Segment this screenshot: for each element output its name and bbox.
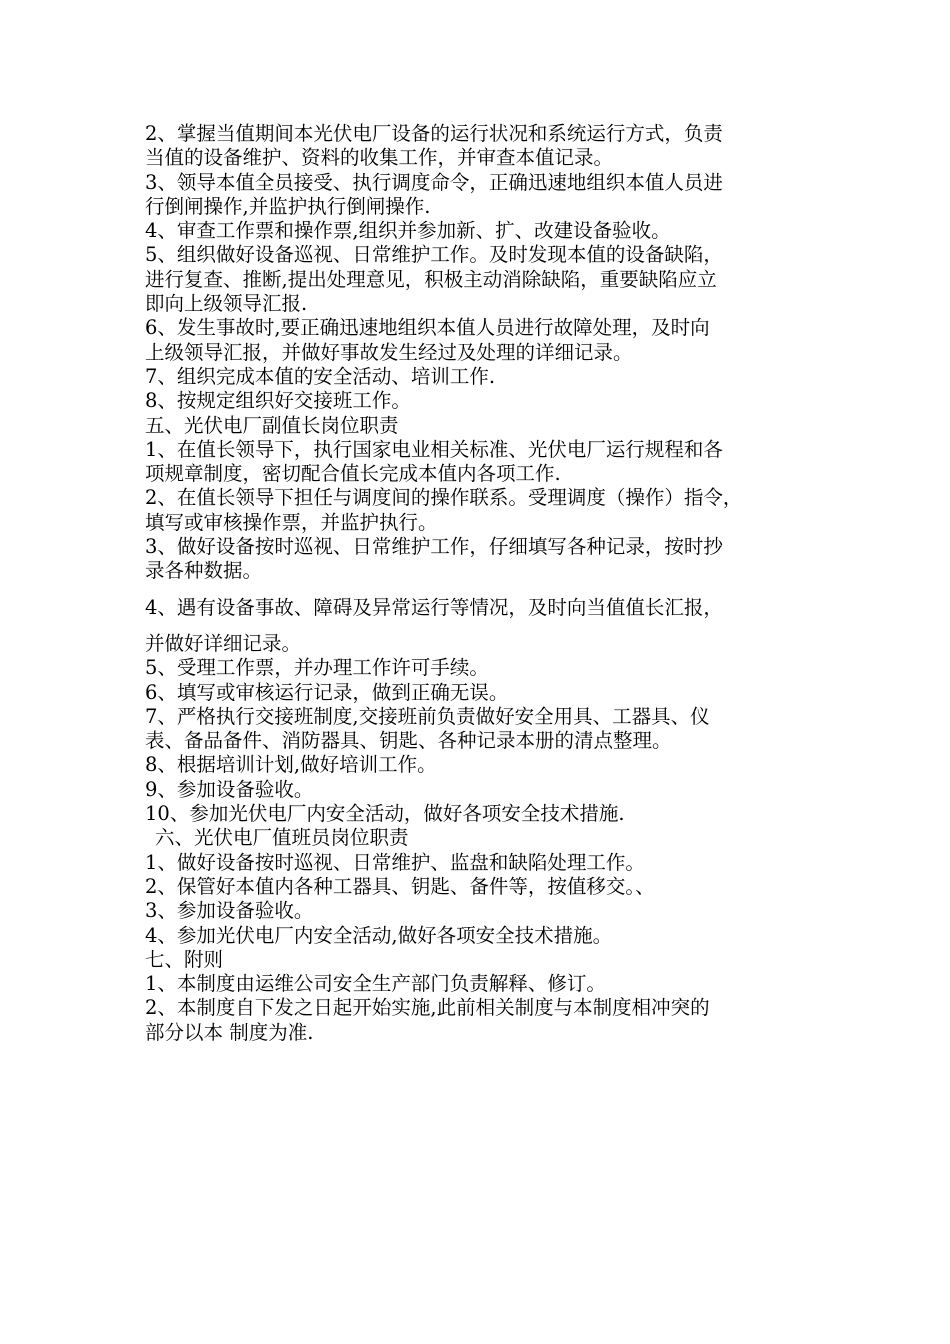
text-line: 2、本制度自下发之日起开始实施,此前相关制度与本制度相冲突的: [145, 996, 710, 1020]
text-line: 2、在值长领导下担任与调度间的操作联系。受理调度（操作）指令，: [145, 486, 743, 510]
text-line: 并做好详细记录。: [145, 631, 302, 655]
text-line: 8、根据培训计划,做好培训工作。: [145, 753, 437, 777]
text-line: 1、做好设备按时巡视、日常维护、监盘和缺陷处理工作。: [145, 850, 645, 874]
text-line: 6、填写或审核运行记录，做到正确无误。: [145, 680, 509, 704]
section-heading: 六、光伏电厂值班员岗位职责: [155, 826, 409, 850]
text-line: 4、审查工作票和操作票,组织并参加新、扩、改建设备验收。: [145, 219, 671, 243]
text-line: 1、本制度由运维公司安全生产部门负责解释、修订。: [145, 972, 606, 996]
text-line: 填写或审核操作票，并监护执行。: [145, 510, 438, 534]
section-heading: 五、光伏电厂副值长岗位职责: [145, 413, 399, 437]
text-line: 表、备品备件、消防器具、钥匙、各种记录本册的清点整理。: [145, 729, 672, 753]
text-line: 3、领导本值全员接受、执行调度命令，正确迅速地组织本值人员进: [145, 170, 723, 194]
text-line: 2、掌握当值期间本光伏电厂设备的运行状况和系统运行方式，负责: [145, 122, 723, 145]
text-line: 当值的设备维护、资料的收集工作，并审查本值记录。: [145, 146, 614, 170]
text-line: 上级领导汇报，并做好事故发生经过及处理的详细记录。: [145, 340, 633, 364]
text-line: 行倒闸操作,并监护执行倒闸操作.: [145, 194, 431, 218]
text-line: 10、参加光伏电厂内安全活动，做好各项安全技术措施.: [145, 802, 625, 826]
text-line: 7、组织完成本值的安全活动、培训工作.: [145, 364, 496, 388]
section-heading: 七、附则: [145, 947, 224, 971]
text-line: 项规章制度，密切配合值长完成本值内各项工作.: [145, 462, 561, 486]
text-line: 2、保管好本值内各种工器具、钥匙、备件等，按值移交。、: [145, 874, 655, 898]
text-line: 6、发生事故时,要正确迅速地组织本值人员进行故障处理，及时向: [145, 316, 710, 340]
text-line: 8、按规定组织好交接班工作。: [145, 389, 411, 413]
text-line: 9、参加设备验收。: [145, 777, 314, 801]
text-line: 进行复查、推断,提出处理意见，积极主动消除缺陷，重要缺陷应立: [145, 267, 717, 291]
text-line: 3、做好设备按时巡视、日常维护工作，仔细填写各种记录，按时抄: [145, 535, 723, 559]
text-line: 5、受理工作票，并办理工作许可手续。: [145, 656, 489, 680]
text-line: 4、遇有设备事故、障碍及异常运行等情况，及时向当值值长汇报，: [145, 595, 723, 619]
text-line: 录各种数据。: [145, 559, 263, 583]
text-line: 4、参加光伏电厂内安全活动,做好各项安全技术措施。: [145, 923, 613, 947]
text-line: 即向上级领导汇报.: [145, 292, 308, 316]
text-line: 7、严格执行交接班制度,交接班前负责做好安全用具、工器具、仪: [145, 704, 710, 728]
text-line: 1、在值长领导下，执行国家电业相关标准、光伏电厂运行规程和各: [145, 437, 723, 461]
text-line: 部分以本 制度为准.: [145, 1020, 314, 1044]
document-body: [145, 122, 825, 1045]
text-line: 5、组织做好设备巡视、日常维护工作。及时发现本值的设备缺陷，: [145, 243, 723, 267]
text-line: 3、参加设备验收。: [145, 899, 314, 923]
